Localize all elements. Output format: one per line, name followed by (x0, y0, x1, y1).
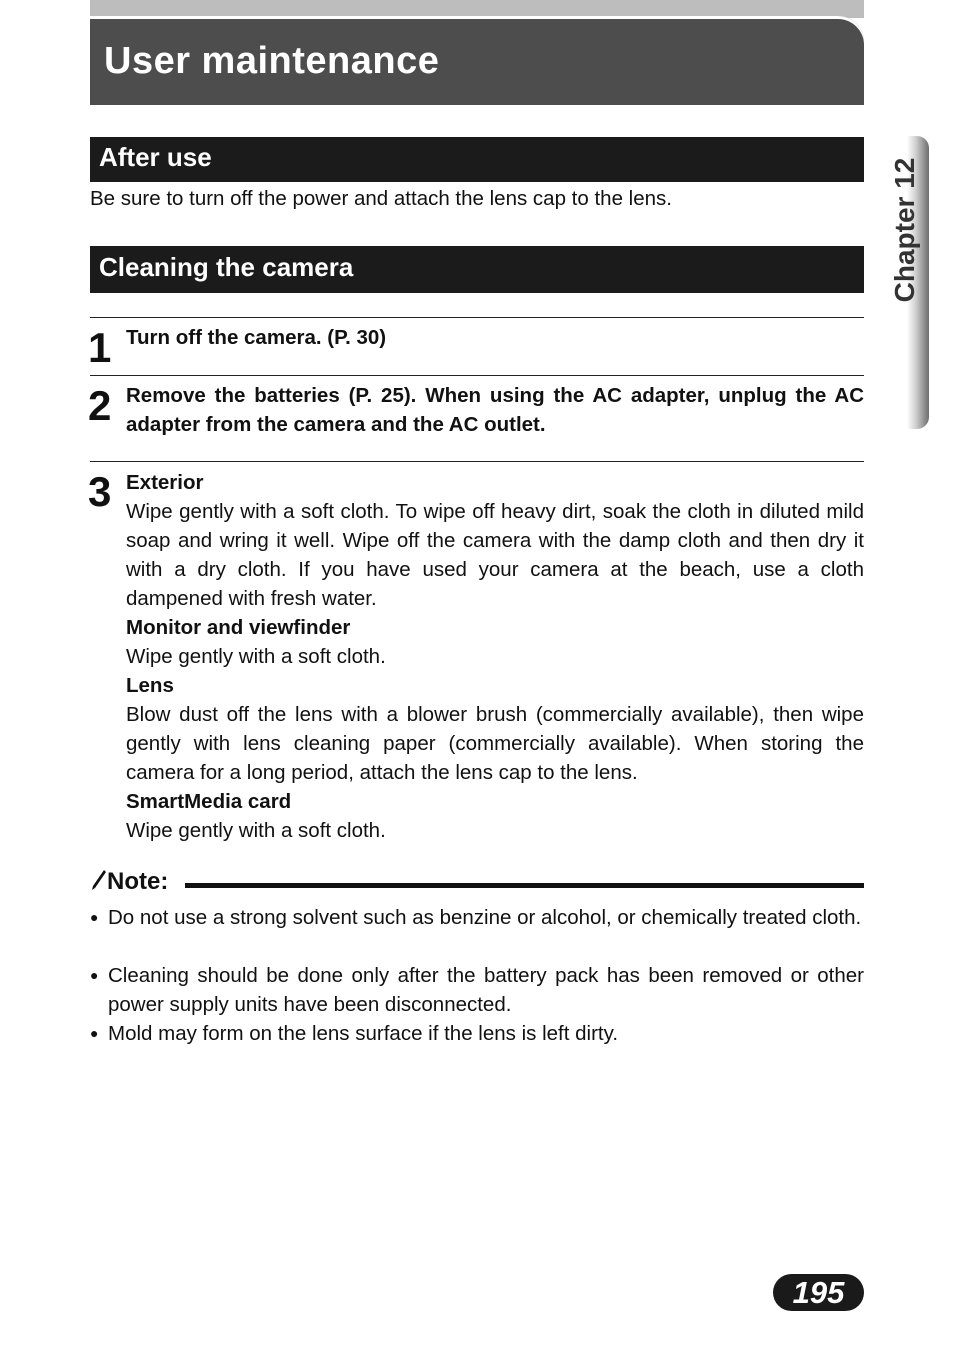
note-bullet-text: Do not use a strong solvent such as benzine or alcohol, or chemically treated cloth. (108, 906, 862, 929)
note-bullet-text: Mold may form on the lens surface if the lens is left dirty. (108, 1022, 619, 1045)
step-divider (90, 461, 864, 462)
note-label: Note: (107, 868, 169, 895)
step-divider (90, 317, 864, 318)
step-3-content (126, 468, 864, 845)
bullet-icon: ● (90, 1025, 99, 1041)
step-2-text: Remove the batteries (P. 25). When using the AC adapter, unplug the AC adapter from the camera and the AC outlet. (126, 384, 864, 436)
note-bullet (90, 961, 864, 1019)
bullet-icon: ● (90, 909, 99, 925)
lens-text: Blow dust off the lens with a blower brush (commercially available), then wipe gently with lens cleaning paper (commercially available). When storing the camera for a long period, attach the lens cap to the lens. (126, 703, 864, 784)
note-rule (185, 883, 864, 888)
page-number: 195 (773, 1274, 864, 1311)
exterior-text: Wipe gently with a soft cloth. To wipe off heavy dirt, soak the cloth in diluted mild soap and wring it well. Wipe off the camera with the damp cloth and then dry it with a dry cloth. If you have used your camera at the beach, use a cloth dampened with fresh water. (126, 500, 864, 610)
after-use-text: Be sure to turn off the power and attach the lens cap to the lens. (90, 187, 672, 210)
chapter-label: Chapter 12 (889, 157, 920, 303)
note-bullet-text: Cleaning should be done only after the battery pack has been removed or other power supply units have been disconnected. (108, 964, 864, 1016)
section-heading-cleaning: Cleaning the camera (90, 246, 864, 293)
monitor-heading: Monitor and viewfinder (126, 616, 351, 639)
note-bullet (90, 903, 864, 932)
step-1-text: Turn off the camera. (P. 30) (126, 326, 387, 349)
section-heading-after-use: After use (90, 137, 864, 182)
title-bar (90, 16, 864, 105)
monitor-text: Wipe gently with a soft cloth. (126, 645, 386, 668)
exterior-heading: Exterior (126, 471, 204, 494)
note-heading (90, 868, 168, 896)
page-title: User maintenance (104, 40, 440, 82)
step-number: 3 (88, 468, 112, 515)
pencil-icon (90, 869, 107, 891)
smartmedia-heading: SmartMedia card (126, 790, 292, 813)
step-number: 1 (88, 324, 112, 371)
step-number: 2 (88, 382, 112, 429)
smartmedia-text: Wipe gently with a soft cloth. (126, 819, 386, 842)
lens-heading: Lens (126, 674, 174, 697)
step-divider (90, 375, 864, 376)
note-bullet (90, 1019, 864, 1048)
bullet-icon: ● (90, 967, 99, 983)
